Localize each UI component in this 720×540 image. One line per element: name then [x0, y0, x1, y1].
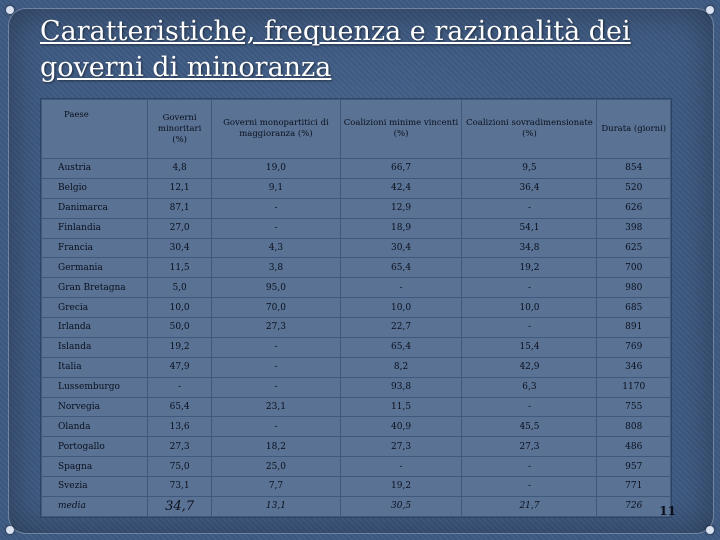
cell-governi-minoritari: 27,3 [147, 437, 211, 457]
table-row [42, 477, 671, 497]
cell-durata: 398 [597, 218, 671, 238]
media-monopartitici: 13,1 [212, 496, 340, 516]
cell-coalizioni-sovradimensionate: 9,5 [462, 159, 597, 179]
media-coalizioni-sovradimensionate: 21,7 [462, 496, 597, 516]
cell-monopartitici: 9,1 [212, 178, 340, 198]
cell-monopartitici: 23,1 [212, 397, 340, 417]
corner-dot-top-left [6, 6, 14, 14]
cell-country: Danimarca [42, 198, 148, 218]
cell-monopartitici: - [212, 357, 340, 377]
cell-coalizioni-sovradimensionate: - [462, 397, 597, 417]
cell-coalizioni-sovradimensionate: 36,4 [462, 178, 597, 198]
table-row [42, 218, 671, 238]
table-row [42, 159, 671, 179]
cell-coalizioni-minime: 66,7 [340, 159, 462, 179]
cell-monopartitici: - [212, 377, 340, 397]
cell-monopartitici: 27,3 [212, 318, 340, 338]
cell-durata: 486 [597, 437, 671, 457]
cell-coalizioni-minime: 18,9 [340, 218, 462, 238]
cell-coalizioni-minime: 65,4 [340, 337, 462, 357]
header-monopartitici: Governi monopartitici di maggioranza (%) [212, 100, 340, 159]
cell-coalizioni-sovradimensionate: 34,8 [462, 238, 597, 258]
cell-coalizioni-minime: 93,8 [340, 377, 462, 397]
table-row [42, 457, 671, 477]
cell-durata: 520 [597, 178, 671, 198]
cell-coalizioni-sovradimensionate: 6,3 [462, 377, 597, 397]
table-row [42, 258, 671, 278]
cell-country: Spagna [42, 457, 148, 477]
cell-country: Grecia [42, 298, 148, 318]
header-coalizioni-minime: Coalizioni minime vincenti (%) [340, 100, 462, 159]
cell-durata: 769 [597, 337, 671, 357]
cell-governi-minoritari: 87,1 [147, 198, 211, 218]
cell-coalizioni-minime: 42,4 [340, 178, 462, 198]
cell-coalizioni-sovradimensionate: 27,3 [462, 437, 597, 457]
cell-coalizioni-sovradimensionate: - [462, 278, 597, 298]
cell-country: Irlanda [42, 318, 148, 338]
table-header-row [42, 100, 671, 159]
cell-coalizioni-sovradimensionate: 15,4 [462, 337, 597, 357]
cell-governi-minoritari: 30,4 [147, 238, 211, 258]
cell-country: Norvegia [42, 397, 148, 417]
cell-monopartitici: 4,3 [212, 238, 340, 258]
table-body [42, 159, 671, 517]
cell-country: Portogallo [42, 437, 148, 457]
cell-coalizioni-sovradimensionate: 54,1 [462, 218, 597, 238]
cell-monopartitici: 70,0 [212, 298, 340, 318]
cell-coalizioni-minime: 19,2 [340, 477, 462, 497]
cell-coalizioni-sovradimensionate: 19,2 [462, 258, 597, 278]
cell-coalizioni-sovradimensionate: - [462, 198, 597, 218]
cell-durata: 980 [597, 278, 671, 298]
corner-dot-top-right [706, 6, 714, 14]
cell-coalizioni-minime: - [340, 457, 462, 477]
cell-monopartitici: 18,2 [212, 437, 340, 457]
table-row [42, 417, 671, 437]
cell-monopartitici: 7,7 [212, 477, 340, 497]
cell-coalizioni-sovradimensionate: - [462, 477, 597, 497]
cell-durata: 1170 [597, 377, 671, 397]
cell-coalizioni-minime: 8,2 [340, 357, 462, 377]
cell-governi-minoritari: 4,8 [147, 159, 211, 179]
media-coalizioni-minime: 30,5 [340, 496, 462, 516]
cell-coalizioni-minime: 65,4 [340, 258, 462, 278]
header-paese: Paese [42, 100, 148, 159]
cell-country: Islanda [42, 337, 148, 357]
media-durata: 726 [597, 496, 671, 516]
cell-country: Belgio [42, 178, 148, 198]
cell-country: Gran Bretagna [42, 278, 148, 298]
cell-country: Germania [42, 258, 148, 278]
cell-durata: 625 [597, 238, 671, 258]
media-governi-minoritari: 34,7 [147, 496, 211, 516]
data-table-container [40, 98, 672, 518]
table-row-media [42, 496, 671, 516]
cell-governi-minoritari: 11,5 [147, 258, 211, 278]
cell-governi-minoritari: 10,0 [147, 298, 211, 318]
cell-durata: 685 [597, 298, 671, 318]
cell-coalizioni-sovradimensionate: 10,0 [462, 298, 597, 318]
cell-country: Svezia [42, 477, 148, 497]
cell-coalizioni-sovradimensionate: 45,5 [462, 417, 597, 437]
table-row [42, 437, 671, 457]
header-coalizioni-sovradimensionate: Coalizioni sovradimensionate (%) [462, 100, 597, 159]
header-durata: Durata (giorni) [597, 100, 671, 159]
cell-governi-minoritari: 50,0 [147, 318, 211, 338]
cell-country: Italia [42, 357, 148, 377]
cell-monopartitici: - [212, 337, 340, 357]
table-row [42, 318, 671, 338]
table-row [42, 397, 671, 417]
table-row [42, 278, 671, 298]
cell-governi-minoritari: 27,0 [147, 218, 211, 238]
cell-governi-minoritari: - [147, 377, 211, 397]
cell-monopartitici: 19,0 [212, 159, 340, 179]
media-country: media [42, 496, 148, 516]
cell-monopartitici: 25,0 [212, 457, 340, 477]
cell-governi-minoritari: 47,9 [147, 357, 211, 377]
table-row [42, 337, 671, 357]
cell-durata: 346 [597, 357, 671, 377]
cell-country: Finlandia [42, 218, 148, 238]
cell-monopartitici: - [212, 198, 340, 218]
cell-coalizioni-minime: 30,4 [340, 238, 462, 258]
cell-monopartitici: - [212, 218, 340, 238]
cell-coalizioni-sovradimensionate: - [462, 457, 597, 477]
cell-coalizioni-minime: 40,9 [340, 417, 462, 437]
cell-coalizioni-sovradimensionate: 42,9 [462, 357, 597, 377]
cell-durata: 626 [597, 198, 671, 218]
cell-coalizioni-minime: 11,5 [340, 397, 462, 417]
page-number: 11 [659, 504, 676, 518]
cell-governi-minoritari: 65,4 [147, 397, 211, 417]
cell-durata: 755 [597, 397, 671, 417]
table-row [42, 377, 671, 397]
table-row [42, 298, 671, 318]
cell-durata: 700 [597, 258, 671, 278]
cell-durata: 957 [597, 457, 671, 477]
corner-dot-bottom-left [6, 526, 14, 534]
cell-coalizioni-minime: 12,9 [340, 198, 462, 218]
header-governi-minoritari: Governi minoritari (%) [147, 100, 211, 159]
cell-governi-minoritari: 13,6 [147, 417, 211, 437]
corner-dot-bottom-right [706, 526, 714, 534]
cell-durata: 808 [597, 417, 671, 437]
cell-coalizioni-minime: 27,3 [340, 437, 462, 457]
table-row [42, 357, 671, 377]
cell-governi-minoritari: 75,0 [147, 457, 211, 477]
cell-monopartitici: 3,8 [212, 258, 340, 278]
cell-monopartitici: 95,0 [212, 278, 340, 298]
cell-coalizioni-sovradimensionate: - [462, 318, 597, 338]
cell-coalizioni-minime: 10,0 [340, 298, 462, 318]
cell-governi-minoritari: 5,0 [147, 278, 211, 298]
cell-country: Olanda [42, 417, 148, 437]
cell-durata: 771 [597, 477, 671, 497]
cell-country: Francia [42, 238, 148, 258]
table-row [42, 238, 671, 258]
cell-country: Austria [42, 159, 148, 179]
cell-durata: 891 [597, 318, 671, 338]
cell-monopartitici: - [212, 417, 340, 437]
cell-governi-minoritari: 12,1 [147, 178, 211, 198]
cell-coalizioni-minime: - [340, 278, 462, 298]
slide-title: Caratteristiche, frequenza e razionalità dei governi di minoranza [40, 16, 631, 83]
table-row [42, 178, 671, 198]
cell-governi-minoritari: 19,2 [147, 337, 211, 357]
cell-durata: 854 [597, 159, 671, 179]
data-table [41, 99, 671, 517]
table-row [42, 198, 671, 218]
cell-country: Lussemburgo [42, 377, 148, 397]
cell-governi-minoritari: 73,1 [147, 477, 211, 497]
cell-coalizioni-minime: 22,7 [340, 318, 462, 338]
